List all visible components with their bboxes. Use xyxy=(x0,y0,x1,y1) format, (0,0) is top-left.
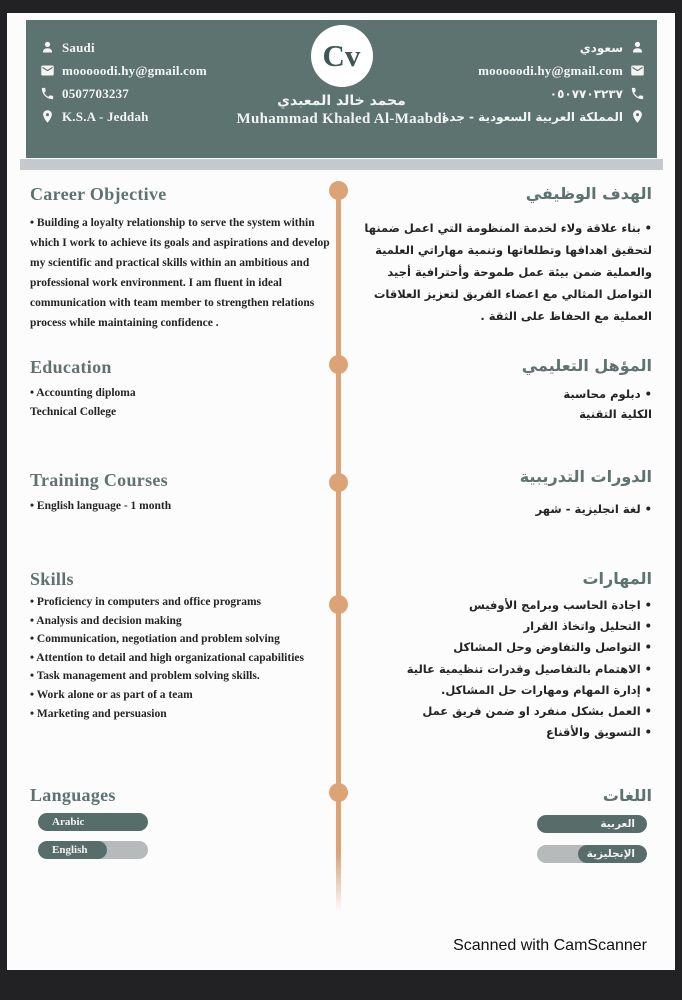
training-list-en xyxy=(30,496,338,516)
candidate-name-arabic: محمد خالد المعبدي xyxy=(277,93,406,109)
email-value-en: mooooodi.hy@gmail.com xyxy=(62,62,207,78)
skill-item: • إدارة المهام ومهارات حل المشاكل. xyxy=(440,682,652,697)
section-title-education: Education xyxy=(30,357,112,377)
timeline-dot xyxy=(329,783,348,802)
skills-list-en xyxy=(30,593,345,723)
envelope-icon xyxy=(630,63,645,78)
location-row-ar xyxy=(442,105,645,128)
language-label: English xyxy=(52,844,88,856)
education-item: • دبلوم محاسبة xyxy=(563,387,652,401)
skill-item: • Task management and problem solving skills. xyxy=(30,670,260,683)
phone-icon xyxy=(630,86,645,101)
skills-list-ar xyxy=(350,595,652,743)
location-value-en: K.S.A - Jeddah xyxy=(62,108,149,124)
section-title-career-objective-ar: الهدف الوظيفي xyxy=(525,184,652,203)
skill-item: • Work alone or as part of a team xyxy=(30,688,193,701)
nationality-value-en: Saudi xyxy=(62,39,95,55)
phone-value-ar: ٠٥٠٧٧٠٣٢٣٧ xyxy=(549,86,623,101)
skill-item: • التسويق والأقناع xyxy=(546,725,652,740)
language-label: الإنجليزية xyxy=(586,848,635,860)
cv-logo: Cv xyxy=(311,25,373,87)
section-title-training-courses: Training Courses xyxy=(30,470,168,490)
language-bar-english-en xyxy=(38,841,148,859)
language-bar-english-ar xyxy=(537,845,647,863)
skill-item: • Proficiency in computers and office programs xyxy=(30,596,262,608)
header-banner xyxy=(26,20,657,158)
career-objective-body-ar: • بناء علاقة ولاء لخدمة المنظومة التي اعمل ضمنها لتحقيق اهدافها وتطلعاتها وتنمية مهاراتي العلمية والعملية ضمن بيئة عمل طموحة وأحترافية أجيد التواصل المثالي مع اعضاء الفريق لتعزيز العلاقات العملية مع الحفاظ على الثقة . xyxy=(364,221,652,323)
contact-block-arabic xyxy=(442,36,645,128)
language-bar-arabic-en xyxy=(38,813,148,831)
phone-row-ar xyxy=(442,82,645,105)
language-label: Arabic xyxy=(52,816,85,828)
cv-page xyxy=(7,13,675,970)
section-title-career-objective: Career Objective xyxy=(30,184,167,204)
phone-value-en: 0507703237 xyxy=(62,85,129,101)
skill-item: • Attention to detail and high organizational capabilities xyxy=(30,651,304,664)
education-item: • Accounting diploma xyxy=(30,387,136,399)
section-title-skills-ar: المهارات xyxy=(582,569,652,588)
camscanner-watermark: Scanned with CamScanner xyxy=(453,937,647,954)
email-row-ar xyxy=(442,59,645,82)
section-title-training-courses-ar: الدورات التدريبية xyxy=(519,467,652,486)
nationality-value-ar: سعودي xyxy=(579,40,623,55)
training-item: • لغة انجليزية - شهر xyxy=(535,502,652,516)
nationality-row-ar xyxy=(442,36,645,59)
header-divider-band xyxy=(20,159,663,170)
training-list-ar xyxy=(350,498,652,520)
timeline-dot xyxy=(329,355,348,374)
language-bar-arabic-ar xyxy=(537,815,647,833)
timeline-dot xyxy=(329,181,348,200)
section-title-languages-ar: اللغات xyxy=(602,786,652,805)
user-icon xyxy=(630,40,645,55)
career-objective-body-en: • Building a loyalty relationship to serve the system within which I work to achieve its goals and aspirations and develop my scientific and practical skills within an ambitious and professional work environment. I am fluent in ideal communication with team member to strengthen relations process while maintaining confidence . xyxy=(30,217,330,329)
skill-item: • Marketing and persuasion xyxy=(30,707,167,720)
education-item: الكلية التقنية xyxy=(579,406,652,421)
language-label: العربية xyxy=(600,818,635,830)
skill-item: • الاهتمام بالتفاصيل وقدرات تنظيمية عالية xyxy=(406,661,652,676)
skill-item: • اجادة الحاسب وبرامج الأوفيس xyxy=(468,598,652,612)
section-title-education-ar: المؤهل التعليمي xyxy=(521,356,652,375)
skill-item: • العمل بشكل منفرد او ضمن فريق عمل xyxy=(422,704,652,719)
section-title-skills: Skills xyxy=(30,569,74,589)
skill-item: • Analysis and decision making xyxy=(30,614,182,627)
skill-item: • التحليل واتخاذ القرار xyxy=(523,619,652,634)
education-list-ar xyxy=(350,385,652,424)
location-pin-icon xyxy=(630,109,645,124)
education-item: Technical College xyxy=(30,405,117,418)
training-item: • English language - 1 month xyxy=(30,500,172,512)
skill-item: • Communication, negotiation and problem solving xyxy=(30,633,280,646)
candidate-name-english: Muhammad Khaled Al-Maabdi xyxy=(236,111,447,127)
location-value-ar: المملكة العربية السعودية - جدة xyxy=(442,109,623,124)
section-title-languages: Languages xyxy=(30,785,116,805)
timeline-dot xyxy=(329,473,348,492)
skill-item: • التواصل والتفاوض وحل المشاكل xyxy=(453,640,652,655)
education-list-en xyxy=(30,384,338,421)
email-value-ar: mooooodi.hy@gmail.com xyxy=(478,62,623,78)
